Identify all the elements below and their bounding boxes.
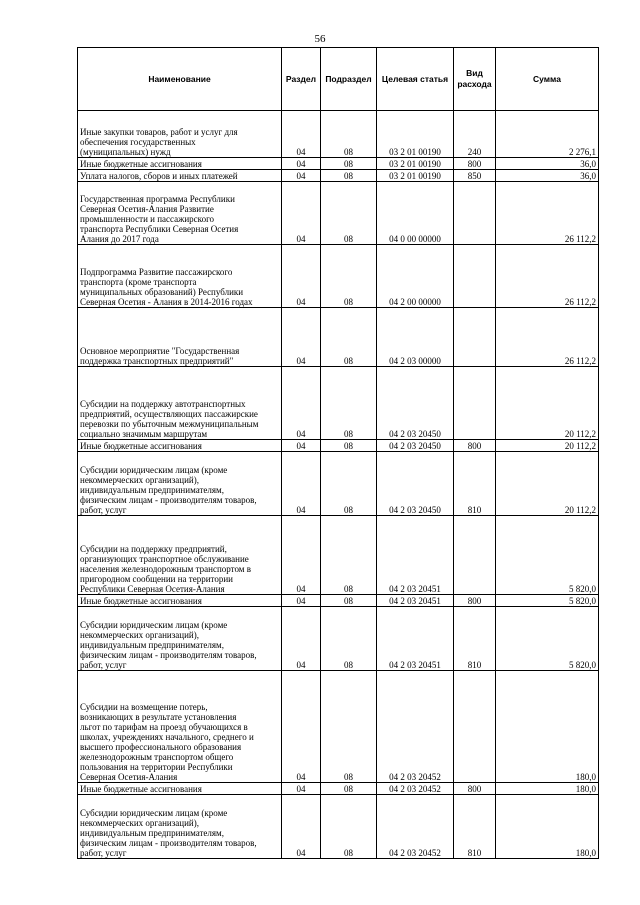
row-section: 04 bbox=[282, 671, 321, 783]
row-amount: 180,0 bbox=[496, 795, 599, 859]
row-name: Уплата налогов, сборов и иных платежей bbox=[80, 171, 238, 181]
row-section: 04 bbox=[282, 308, 321, 367]
row-name: Иные бюджетные ассигнования bbox=[80, 784, 202, 794]
row-subsection: 08 bbox=[321, 595, 377, 607]
row-target: 04 2 00 00000 bbox=[377, 245, 454, 308]
row-target: 04 2 03 00000 bbox=[377, 308, 454, 367]
row-expense-type: 810 bbox=[454, 452, 496, 516]
row-subsection: 08 bbox=[321, 795, 377, 859]
table-row bbox=[78, 182, 599, 245]
row-section: 04 bbox=[282, 516, 321, 595]
row-name-cell bbox=[78, 440, 282, 452]
row-expense-type bbox=[454, 245, 496, 308]
row-name: Субсидии на поддержку автотранспортных предприятий, осуществляющих пассажирские перевозки по убыточным межмуниципальным социально значимым маршрутам bbox=[80, 399, 259, 439]
row-section: 04 bbox=[282, 367, 321, 440]
row-target: 04 0 00 00000 bbox=[377, 182, 454, 245]
row-amount: 5 820,0 bbox=[496, 516, 599, 595]
row-name: Субсидии на возмещение потерь, возникающих в результате установления льгот по тарифам на проезд обучающихся в школах, учреждениях начального, среднего и высшего профессионального образования железнодорожным транспортом общего пользования на территории Республики Северная Осетия-Алания bbox=[80, 702, 254, 782]
row-name-cell bbox=[78, 595, 282, 607]
row-section: 04 bbox=[282, 182, 321, 245]
table-row bbox=[78, 607, 599, 671]
row-target: 03 2 01 00190 bbox=[377, 158, 454, 170]
row-name: Субсидии на поддержку предприятий, организующих транспортное обслуживание населения железнодорожным транспортом в пригородном сообщении на территории Республики Северная Осетия-Алания bbox=[80, 544, 251, 594]
row-subsection: 08 bbox=[321, 607, 377, 671]
table-row bbox=[78, 245, 599, 308]
row-name-cell bbox=[78, 795, 282, 859]
header-section: Раздел bbox=[282, 48, 321, 111]
row-name-cell bbox=[78, 308, 282, 367]
row-amount: 36,0 bbox=[496, 158, 599, 170]
table-header-row bbox=[78, 48, 599, 111]
row-name-cell bbox=[78, 245, 282, 308]
header-subsection: Подраздел bbox=[321, 48, 377, 111]
row-expense-type: 800 bbox=[454, 158, 496, 170]
row-name: Иные бюджетные ассигнования bbox=[80, 441, 202, 451]
row-target: 04 2 03 20451 bbox=[377, 607, 454, 671]
row-section: 04 bbox=[282, 595, 321, 607]
row-subsection: 08 bbox=[321, 671, 377, 783]
table-body bbox=[78, 111, 599, 859]
row-target: 04 2 03 20450 bbox=[377, 440, 454, 452]
row-section: 04 bbox=[282, 170, 321, 182]
row-subsection: 08 bbox=[321, 308, 377, 367]
row-expense-type: 800 bbox=[454, 440, 496, 452]
row-name-cell bbox=[78, 182, 282, 245]
row-name-cell bbox=[78, 783, 282, 795]
table-row bbox=[78, 516, 599, 595]
table-row bbox=[78, 783, 599, 795]
row-amount: 5 820,0 bbox=[496, 607, 599, 671]
table-row bbox=[78, 440, 599, 452]
row-section: 04 bbox=[282, 111, 321, 158]
row-amount: 36,0 bbox=[496, 170, 599, 182]
row-name-cell bbox=[78, 671, 282, 783]
row-section: 04 bbox=[282, 607, 321, 671]
row-target: 04 2 03 20450 bbox=[377, 367, 454, 440]
row-name: Основное мероприятие "Государственная поддержка транспортных предприятий" bbox=[80, 346, 240, 366]
table-row bbox=[78, 671, 599, 783]
row-section: 04 bbox=[282, 158, 321, 170]
table-row bbox=[78, 367, 599, 440]
row-amount: 2 276,1 bbox=[496, 111, 599, 158]
row-target: 04 2 03 20451 bbox=[377, 595, 454, 607]
row-amount: 20 112,2 bbox=[496, 440, 599, 452]
row-target: 04 2 03 20452 bbox=[377, 671, 454, 783]
row-name-cell bbox=[78, 111, 282, 158]
row-name: Иные бюджетные ассигнования bbox=[80, 159, 202, 169]
table-row bbox=[78, 111, 599, 158]
row-name-cell bbox=[78, 367, 282, 440]
row-subsection: 08 bbox=[321, 182, 377, 245]
row-name: Субсидии юридическим лицам (кроме некоммерческих организаций), индивидуальным предпринимателям, физическим лицам - производителям товаров, работ, услуг bbox=[80, 465, 257, 515]
row-section: 04 bbox=[282, 795, 321, 859]
row-target: 04 2 03 20450 bbox=[377, 452, 454, 516]
header-expense-type: Вид расхода bbox=[454, 48, 496, 111]
table-row bbox=[78, 452, 599, 516]
table-row bbox=[78, 158, 599, 170]
row-amount: 26 112,2 bbox=[496, 245, 599, 308]
row-amount: 26 112,2 bbox=[496, 308, 599, 367]
row-amount: 5 820,0 bbox=[496, 595, 599, 607]
row-target: 03 2 01 00190 bbox=[377, 111, 454, 158]
row-name-cell bbox=[78, 516, 282, 595]
row-expense-type bbox=[454, 182, 496, 245]
row-target: 04 2 03 20452 bbox=[377, 783, 454, 795]
row-section: 04 bbox=[282, 440, 321, 452]
row-expense-type bbox=[454, 308, 496, 367]
row-name: Иные закупки товаров, работ и услуг для обеспечения государственных (муниципальных) нужд bbox=[80, 127, 238, 157]
row-expense-type bbox=[454, 671, 496, 783]
row-section: 04 bbox=[282, 245, 321, 308]
row-subsection: 08 bbox=[321, 440, 377, 452]
row-name-cell bbox=[78, 607, 282, 671]
table-row bbox=[78, 795, 599, 859]
row-expense-type: 240 bbox=[454, 111, 496, 158]
row-name: Государственная программа Республики Северная Осетия-Алания Развитие промышленности и пассажирского транспорта Республики Северная Осетия Алания до 2017 года bbox=[80, 194, 239, 244]
row-name: Субсидии юридическим лицам (кроме некоммерческих организаций), индивидуальным предпринимателям, физическим лицам - производителям товаров, работ, услуг bbox=[80, 808, 257, 858]
row-expense-type: 810 bbox=[454, 795, 496, 859]
page-number: 56 bbox=[314, 33, 326, 45]
row-expense-type: 800 bbox=[454, 595, 496, 607]
row-target: 04 2 03 20452 bbox=[377, 795, 454, 859]
row-name: Иные бюджетные ассигнования bbox=[80, 596, 202, 606]
row-section: 04 bbox=[282, 452, 321, 516]
row-amount: 26 112,2 bbox=[496, 182, 599, 245]
row-section: 04 bbox=[282, 783, 321, 795]
row-subsection: 08 bbox=[321, 245, 377, 308]
header-name: Наименование bbox=[78, 48, 282, 111]
table-row bbox=[78, 170, 599, 182]
row-expense-type: 800 bbox=[454, 783, 496, 795]
row-subsection: 08 bbox=[321, 516, 377, 595]
row-amount: 20 112,2 bbox=[496, 452, 599, 516]
table-row bbox=[78, 308, 599, 367]
header-amount: Сумма bbox=[496, 48, 599, 111]
budget-table bbox=[77, 47, 599, 859]
row-name-cell bbox=[78, 452, 282, 516]
row-target: 03 2 01 00190 bbox=[377, 170, 454, 182]
row-amount: 20 112,2 bbox=[496, 367, 599, 440]
row-expense-type: 850 bbox=[454, 170, 496, 182]
row-subsection: 08 bbox=[321, 783, 377, 795]
row-name: Подпрограмма Развитие пассажирского транспорта (кроме транспорта муниципальных образований) Республики Северная Осетия - Алания в 2014-2016 годах bbox=[80, 267, 253, 307]
row-subsection: 08 bbox=[321, 111, 377, 158]
row-expense-type: 810 bbox=[454, 607, 496, 671]
table-row bbox=[78, 595, 599, 607]
row-amount: 180,0 bbox=[496, 783, 599, 795]
row-amount: 180,0 bbox=[496, 671, 599, 783]
row-subsection: 08 bbox=[321, 452, 377, 516]
row-name-cell bbox=[78, 170, 282, 182]
row-subsection: 08 bbox=[321, 367, 377, 440]
row-subsection: 08 bbox=[321, 170, 377, 182]
row-expense-type bbox=[454, 516, 496, 595]
row-expense-type bbox=[454, 367, 496, 440]
header-target: Целевая статья bbox=[377, 48, 454, 111]
row-target: 04 2 03 20451 bbox=[377, 516, 454, 595]
row-name-cell bbox=[78, 158, 282, 170]
row-name: Субсидии юридическим лицам (кроме некоммерческих организаций), индивидуальным предпринимателям, физическим лицам - производителям товаров, работ, услуг bbox=[80, 620, 257, 670]
row-subsection: 08 bbox=[321, 158, 377, 170]
